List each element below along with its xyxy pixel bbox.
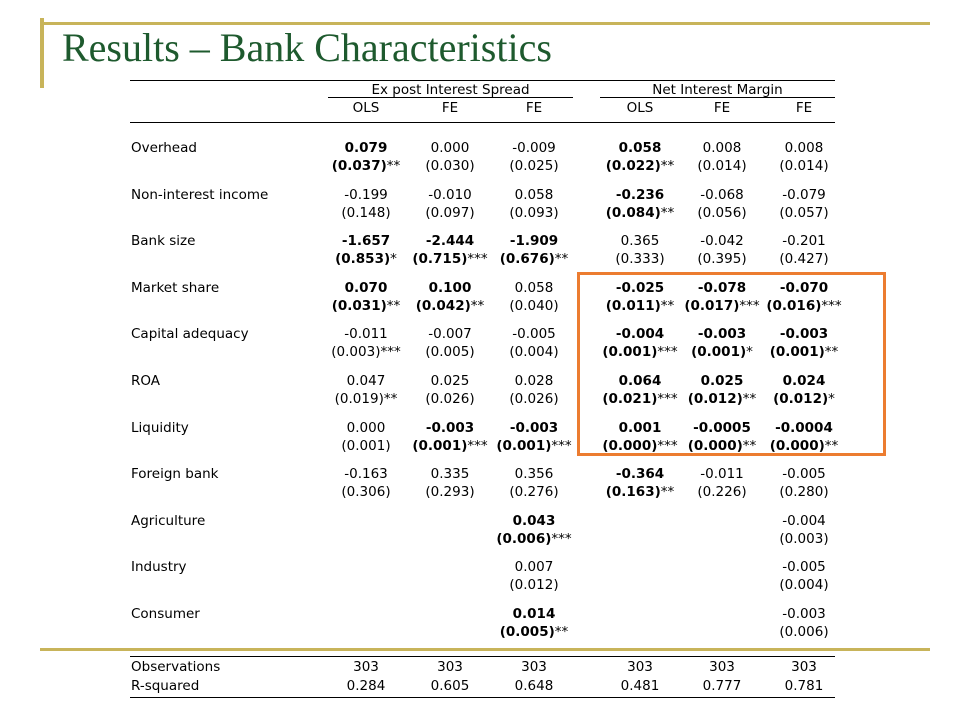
std-error: (0.014) bbox=[697, 158, 747, 174]
std-error-cell bbox=[408, 298, 492, 314]
stats-label: Observations bbox=[131, 659, 221, 675]
std-error-cell bbox=[762, 624, 846, 640]
std-error-cell bbox=[762, 205, 846, 221]
significance-stars: *** bbox=[739, 297, 760, 314]
highlight-box bbox=[577, 272, 886, 456]
coef-value: 0.001 bbox=[618, 419, 662, 436]
coef-value: 0.008 bbox=[784, 140, 824, 156]
stats-value: 303 bbox=[791, 659, 817, 675]
coef-value: -0.005 bbox=[782, 559, 826, 576]
std-error-cell bbox=[408, 205, 492, 221]
col-header: OLS bbox=[352, 100, 380, 116]
significance-stars: ** bbox=[660, 204, 675, 221]
coef-value: -0.0005 bbox=[693, 419, 751, 436]
coef-value: -0.003 bbox=[509, 419, 559, 436]
std-error: (0.226) bbox=[697, 484, 747, 501]
row-label: Overhead bbox=[131, 140, 197, 156]
significance-stars: *** bbox=[467, 437, 488, 454]
coef-value: -0.003 bbox=[697, 326, 747, 343]
coef-value: 0.025 bbox=[430, 373, 470, 389]
std-error: (0.001) bbox=[691, 344, 747, 361]
significance-stars: *** bbox=[657, 391, 678, 407]
std-error-cell bbox=[324, 391, 408, 407]
coef-value: -0.005 bbox=[512, 326, 556, 343]
std-error-cell bbox=[680, 158, 764, 174]
significance-stars: ** bbox=[470, 297, 485, 314]
significance-stars: ** bbox=[742, 391, 757, 407]
stats-value: 303 bbox=[709, 659, 735, 675]
std-error-cell bbox=[762, 158, 846, 174]
coef-value: -0.364 bbox=[615, 466, 665, 483]
header-rule bbox=[130, 122, 835, 123]
std-error: (0.016) bbox=[766, 297, 822, 314]
stats-value: 303 bbox=[437, 659, 463, 675]
significance-stars: * bbox=[828, 391, 835, 407]
std-error-cell bbox=[324, 438, 408, 454]
significance-stars: ** bbox=[554, 624, 569, 640]
std-error: (0.056) bbox=[697, 204, 747, 221]
coef-value: 0.058 bbox=[514, 186, 554, 203]
coef-value: 0.000 bbox=[346, 419, 386, 436]
std-error: (0.001) bbox=[602, 344, 658, 361]
stats-value: 0.777 bbox=[702, 678, 742, 694]
significance-stars: ** bbox=[824, 344, 839, 361]
coef-value: -0.004 bbox=[615, 326, 665, 343]
stats-value: 303 bbox=[627, 659, 653, 675]
coef-value: 0.025 bbox=[700, 373, 744, 389]
std-error-cell bbox=[408, 158, 492, 174]
row-label: ROA bbox=[131, 373, 161, 389]
coef-value: -0.201 bbox=[782, 233, 826, 250]
col-header: FE bbox=[525, 100, 543, 116]
stats-value: 0.481 bbox=[620, 678, 660, 694]
coef-value: -0.068 bbox=[700, 186, 744, 203]
std-error-cell bbox=[408, 344, 492, 360]
coef-value: -0.005 bbox=[782, 466, 826, 483]
std-error: (0.276) bbox=[509, 484, 559, 501]
col-header: OLS bbox=[626, 100, 654, 116]
significance-stars: ** bbox=[383, 391, 398, 407]
row-label: Foreign bank bbox=[131, 466, 219, 483]
coef-value: 0.047 bbox=[346, 373, 386, 389]
stats-label: R-squared bbox=[131, 678, 200, 694]
std-error: (0.715) bbox=[412, 251, 468, 268]
col-header: FE bbox=[713, 100, 731, 116]
significance-stars: *** bbox=[657, 344, 678, 361]
std-error: (0.031) bbox=[331, 297, 387, 314]
coef-value: -0.004 bbox=[782, 512, 826, 529]
significance-stars: *** bbox=[657, 437, 678, 454]
row-label: Industry bbox=[131, 559, 187, 576]
significance-stars: ** bbox=[660, 484, 675, 501]
slide-title: Results – Bank Characteristics bbox=[62, 25, 552, 70]
std-error: (0.030) bbox=[425, 158, 475, 174]
std-error-cell bbox=[680, 251, 764, 267]
std-error: (0.005) bbox=[499, 624, 555, 640]
std-error: (0.000) bbox=[769, 437, 825, 454]
coef-value: 0.028 bbox=[514, 373, 554, 389]
std-error-cell bbox=[324, 484, 408, 500]
std-error: (0.004) bbox=[509, 344, 559, 361]
std-error: (0.853) bbox=[335, 251, 391, 268]
std-error: (0.019) bbox=[334, 391, 384, 407]
std-error: (0.097) bbox=[425, 204, 475, 221]
significance-stars: *** bbox=[380, 344, 401, 361]
coef-value: 0.007 bbox=[514, 559, 554, 576]
std-error-cell bbox=[408, 484, 492, 500]
std-error: (0.006) bbox=[779, 624, 829, 640]
std-error: (0.001) bbox=[412, 437, 468, 454]
std-error: (0.001) bbox=[496, 437, 552, 454]
std-error: (0.012) bbox=[687, 391, 743, 407]
coef-value: -0.236 bbox=[615, 186, 665, 203]
stats-value: 0.605 bbox=[430, 678, 470, 694]
coef-value: -0.199 bbox=[344, 186, 388, 203]
std-error: (0.093) bbox=[509, 204, 559, 221]
std-error-cell bbox=[598, 484, 682, 500]
coef-value: 0.064 bbox=[618, 373, 662, 389]
std-error-cell bbox=[762, 577, 846, 593]
std-error-cell bbox=[408, 438, 492, 454]
std-error: (0.084) bbox=[605, 204, 661, 221]
std-error-cell bbox=[680, 484, 764, 500]
std-error: (0.026) bbox=[509, 391, 559, 407]
coef-value: -0.007 bbox=[428, 326, 472, 343]
coef-value: 0.335 bbox=[430, 466, 470, 483]
std-error: (0.011) bbox=[605, 297, 661, 314]
std-error: (0.005) bbox=[425, 344, 475, 361]
std-error-cell bbox=[492, 577, 576, 593]
std-error: (0.057) bbox=[779, 204, 829, 221]
bottom-rule bbox=[130, 697, 835, 698]
coef-value: -0.0004 bbox=[775, 419, 833, 436]
std-error: (0.017) bbox=[684, 297, 740, 314]
std-error-cell bbox=[492, 531, 576, 547]
coef-value: -0.003 bbox=[782, 606, 826, 622]
coef-value: 0.079 bbox=[344, 140, 388, 156]
std-error: (0.148) bbox=[341, 204, 391, 221]
std-error-cell bbox=[492, 298, 576, 314]
std-error-cell bbox=[762, 251, 846, 267]
std-error-cell bbox=[492, 344, 576, 360]
std-error: (0.003) bbox=[331, 344, 381, 361]
significance-stars: *** bbox=[551, 437, 572, 454]
std-error: (0.021) bbox=[602, 391, 658, 407]
std-error-cell bbox=[324, 251, 408, 267]
std-error-cell bbox=[492, 205, 576, 221]
std-error: (0.306) bbox=[341, 484, 391, 501]
group-header-spread: Ex post Interest Spread bbox=[371, 82, 530, 98]
coef-value: 0.024 bbox=[782, 373, 826, 389]
coef-value: 0.043 bbox=[512, 512, 556, 529]
coef-value: -0.003 bbox=[425, 419, 475, 436]
std-error: (0.014) bbox=[779, 158, 829, 174]
group-header-margin: Net Interest Margin bbox=[652, 82, 783, 98]
coef-value: -1.657 bbox=[341, 233, 391, 250]
top-rule bbox=[130, 80, 835, 81]
significance-stars: ** bbox=[824, 437, 839, 454]
std-error-cell bbox=[492, 484, 576, 500]
std-error-cell bbox=[408, 391, 492, 407]
std-error-cell bbox=[324, 205, 408, 221]
std-error: (0.001) bbox=[769, 344, 825, 361]
significance-stars: ** bbox=[660, 158, 675, 174]
row-label: Capital adequacy bbox=[131, 326, 249, 343]
coef-value: -0.003 bbox=[779, 326, 829, 343]
std-error-cell bbox=[492, 391, 576, 407]
std-error-cell bbox=[598, 205, 682, 221]
significance-stars: *** bbox=[551, 530, 572, 547]
coef-value: 0.014 bbox=[512, 606, 556, 622]
significance-stars: *** bbox=[821, 297, 842, 314]
std-error-cell bbox=[492, 438, 576, 454]
coef-value: -0.009 bbox=[512, 140, 556, 156]
significance-stars: ** bbox=[554, 251, 569, 268]
coef-value: -0.025 bbox=[615, 279, 665, 296]
coef-value: -2.444 bbox=[425, 233, 475, 250]
std-error: (0.293) bbox=[425, 484, 475, 501]
std-error: (0.026) bbox=[425, 391, 475, 407]
row-label: Agriculture bbox=[131, 512, 206, 529]
std-error: (0.395) bbox=[697, 251, 747, 268]
coef-value: -0.042 bbox=[700, 233, 744, 250]
std-error: (0.022) bbox=[605, 158, 661, 174]
row-label: Non-interest income bbox=[131, 186, 269, 203]
coef-value: 0.008 bbox=[702, 140, 742, 156]
std-error: (0.012) bbox=[509, 577, 559, 594]
coef-value: -0.011 bbox=[700, 466, 744, 483]
row-label: Market share bbox=[131, 279, 220, 296]
std-error-cell bbox=[598, 251, 682, 267]
coef-value: 0.058 bbox=[618, 140, 662, 156]
std-error-cell bbox=[408, 251, 492, 267]
coef-value: -0.011 bbox=[344, 326, 388, 343]
std-error-cell bbox=[492, 158, 576, 174]
stats-value: 303 bbox=[353, 659, 379, 675]
coef-value: 0.356 bbox=[514, 466, 554, 483]
std-error: (0.025) bbox=[509, 158, 559, 174]
coef-value: 0.000 bbox=[430, 140, 470, 156]
coef-value: -0.163 bbox=[344, 466, 388, 483]
stats-value: 0.781 bbox=[784, 678, 824, 694]
std-error: (0.040) bbox=[509, 297, 559, 314]
std-error-cell bbox=[680, 205, 764, 221]
coef-value: 0.070 bbox=[344, 279, 388, 296]
std-error: (0.042) bbox=[415, 297, 471, 314]
significance-stars: ** bbox=[742, 437, 757, 454]
coef-value: -1.909 bbox=[509, 233, 559, 250]
significance-stars: * bbox=[390, 251, 397, 268]
significance-stars: ** bbox=[386, 158, 401, 174]
std-error-cell bbox=[324, 298, 408, 314]
coef-value: 0.365 bbox=[620, 233, 660, 250]
coef-value: 0.100 bbox=[428, 279, 472, 296]
decorative-vertical-line bbox=[40, 18, 44, 88]
significance-stars: * bbox=[746, 344, 753, 361]
std-error: (0.000) bbox=[602, 437, 658, 454]
coef-value: -0.078 bbox=[697, 279, 747, 296]
std-error-cell bbox=[762, 484, 846, 500]
row-label: Consumer bbox=[131, 606, 200, 622]
stats-value: 0.648 bbox=[514, 678, 554, 694]
significance-stars: ** bbox=[386, 297, 401, 314]
coef-value: -0.010 bbox=[428, 186, 472, 203]
std-error: (0.427) bbox=[779, 251, 829, 268]
std-error: (0.006) bbox=[496, 530, 552, 547]
std-error: (0.037) bbox=[331, 158, 387, 174]
std-error-cell bbox=[324, 158, 408, 174]
col-header: FE bbox=[441, 100, 459, 116]
std-error: (0.280) bbox=[779, 484, 829, 501]
std-error: (0.004) bbox=[779, 577, 829, 594]
decorative-bottom-line bbox=[40, 648, 930, 651]
std-error: (0.001) bbox=[341, 437, 391, 454]
std-error: (0.163) bbox=[605, 484, 661, 501]
std-error-cell bbox=[492, 624, 576, 640]
row-label: Bank size bbox=[131, 233, 196, 250]
std-error: (0.333) bbox=[615, 251, 665, 268]
stats-value: 303 bbox=[521, 659, 547, 675]
significance-stars: ** bbox=[660, 297, 675, 314]
std-error: (0.003) bbox=[779, 530, 829, 547]
stats-value: 0.284 bbox=[346, 678, 386, 694]
coef-value: 0.058 bbox=[514, 279, 554, 296]
row-label: Liquidity bbox=[131, 419, 189, 436]
std-error: (0.012) bbox=[773, 391, 829, 407]
std-error-cell bbox=[762, 531, 846, 547]
std-error: (0.676) bbox=[499, 251, 555, 268]
std-error-cell bbox=[598, 158, 682, 174]
std-error-cell bbox=[492, 251, 576, 267]
stats-rule bbox=[130, 656, 835, 657]
std-error-cell bbox=[324, 344, 408, 360]
coef-value: -0.070 bbox=[779, 279, 829, 296]
std-error: (0.000) bbox=[687, 437, 743, 454]
col-header: FE bbox=[795, 100, 813, 116]
significance-stars: *** bbox=[467, 251, 488, 268]
coef-value: -0.079 bbox=[782, 186, 826, 203]
